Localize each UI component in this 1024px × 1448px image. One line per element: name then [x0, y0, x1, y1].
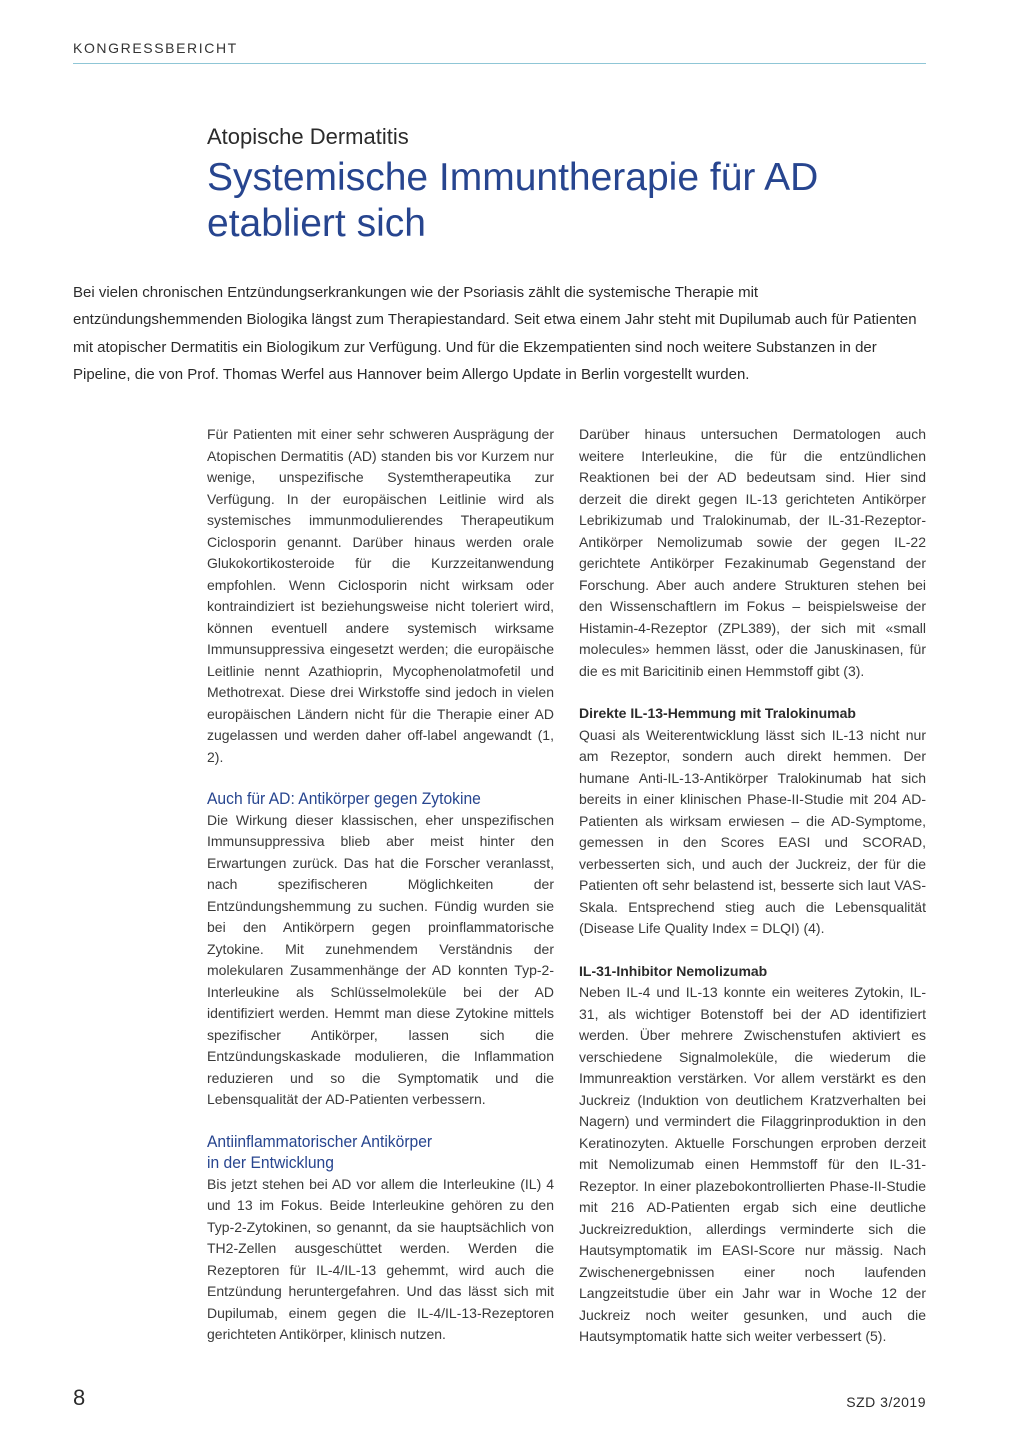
- right-column: [579, 424, 926, 1348]
- journal-issue: SZD 3/2019: [846, 1394, 926, 1410]
- paragraph: Quasi als Weiterentwicklung lässt sich IL-13 nicht nur am Rezeptor, sondern auch direkt hemmen. Der humane Anti-IL-13-Antikörper Tralokinumab hat sich bereits in einer klinischen Phase-II-Studie mit 204 AD-Patienten als wirksam erwiesen – die AD-Symptome, gemessen in den Scores EASI und SCORAD, verbesserten sich, und auch der Juckreiz, der für die Patienten oft sehr belastend ist, besserte sich laut VAS-Skala. Entsprechend stieg auch die Lebensqualität (Disease Life Quality Index = DLQI) (4).: [579, 726, 926, 936]
- paragraph: Darüber hinaus untersuchen Dermatologen auch weitere Interleukine, die für die entzündlichen Reaktionen bei der AD bedeutsam sind. Hier sind derzeit die direkt gegen IL-13 gerichteten Antikörper Lebrikizumab und Tralokinumab, der IL-31-Rezeptor-Antikörper Nemolizumab sowie der gegen IL-22 gerichtete Antikörper Fezakinumab Gegenstand der Forschung. Aber auch andere Strukturen stehen bei den Wissenschaftlern im Fokus – beispielsweise der Histamin-4-Rezeptor (ZPL389), der sich mit «small molecules» hemmen lässt, oder die Januskinasen, für die es mit Baricitinib einen Hemmstoff gibt (3).: [579, 426, 926, 679]
- article-lead: Bei vielen chronischen Entzündungserkrankungen wie der Psoriasis zählt die systemische Therapie mit entzündungshemmenden Biologika längst zum Therapiestandard. Seit etwa einem Jahr steht mit Dupilumab auch für Patienten mit atopischer Dermatitis ein Biologikum zur Verfügung. Und für die Ekzempatienten sind noch weitere Substanzen in der Pipeline, die von Prof. Thomas Werfel aus Hannover beim Allergo Update in Berlin vorgestellt wurden.: [73, 284, 917, 384]
- subsection-heading: Direkte IL-13-Hemmung mit Tralokinumab: [579, 705, 856, 721]
- page-number: 8: [73, 1385, 86, 1410]
- section-label: KONGRESSBERICHT: [73, 40, 238, 56]
- subsection-heading: IL-31-Inhibitor Nemolizumab: [579, 962, 768, 979]
- section-heading: Auch für AD: Antikörper gegen Zytokine: [207, 789, 481, 808]
- article-kicker: Atopische Dermatitis: [207, 124, 409, 149]
- left-column: [207, 424, 554, 1346]
- article-title: Systemische Immuntherapie für AD etabliert sich: [207, 156, 819, 245]
- paragraph: Bis jetzt stehen bei AD vor allem die Interleukine (IL) 4 und 13 im Fokus. Beide Interleukine gehören zu den Typ-2-Zytokinen, so genannt, da sie hauptsächlich von TH2-Zellen ausgeschüttet werden. Werden die Rezeptoren für IL-4/IL-13 gehemmt, wird auch die Entzündung heruntergefahren. Und das lässt sich mit Dupilumab, einem gegen die IL-4/IL-13-Rezeptoren gerichteten Antikörper, klinisch nutzen.: [207, 1175, 554, 1342]
- paragraph: Die Wirkung dieser klassischen, eher unspezifischen Immunsuppressiva blieb aber meist hinter den Erwartungen zurück. Das hat die Forscher veranlasst, nach spezifischeren Möglichkeiten der Entzündungshemmung zu suchen. Fündig wurden sie bei den Antikörpern gegen proinflammatorische Zytokine. Mit zunehmendem Verständnis der molekularen Zusammenhänge der AD konnten Typ-2-Interleukine als Schlüsselmoleküle bei der AD identifiziert werden. Hemmt man diese Zytokine mittels spezifischer Antikörper, lassen sich die Entzündungskaskade modulieren, die Inflammation reduzieren und so die Symptomatik und die Lebensqualität der AD-Patienten verbessern.: [207, 811, 554, 1107]
- section-heading: Antiinflammatorischer Antikörper in der Entwicklung: [207, 1131, 433, 1172]
- paragraph: Neben IL-4 und IL-13 konnte ein weiteres Zytokin, IL-31, als wichtiger Botenstoff bei der AD identifiziert werden. Über mehrere Zwischenstufen aktiviert es verschiedene Signalmoleküle, die wiederum die Immunreaktion verstärken. Vor allem verstärkt es den Juckreiz (Induktion von deutlichem Kratzverhalten bei Nagern) und vermindert die Filaggrinproduktion in den Keratinozyten. Aktuelle Forschungen erproben derzeit mit Nemolizumab einen Hemmstoff für den IL-31-Rezeptor. In einer plazebokontrollierten Phase-II-Studie mit 216 AD-Patienten ergab sich eine deutliche Juckreizreduktion, allerdings verminderte sich die Hautsymptomatik im EASI-Score nur mässig. Nach Zwischenergebnissen einer noch laufenden Langzeitstudie über ein Jahr war in Woche 12 der Juckreiz noch weiter gesunken, und auch die Hautsymptomatik hatte sich weiter verbessert (5).: [579, 984, 926, 1344]
- paragraph: Für Patienten mit einer sehr schweren Ausprägung der Atopischen Dermatitis (AD) standen bis vor Kurzem nur wenige, unspezifische Systemtherapeutika zur Verfügung. In der europäischen Leitlinie wird als systemisches immunmodulierendes Therapeutikum Ciclosporin genannt. Darüber hinaus werden orale Glukokortikosteroide für die Kurzzeitanwendung empfohlen. Wenn Ciclosporin nicht wirksam oder kontraindiziert ist beziehungsweise nicht toleriert wird, können eventuell andere systemisch wirksame Immunsuppressiva eingesetzt werden; die europäische Leitlinie nennt Azathioprin, Mycophenolatmofetil und Methotrexat. Diese drei Wirkstoffe sind jedoch in vielen europäischen Ländern nicht für die Therapie einer AD zugelassen und werden daher off-label angewandt (1, 2).: [207, 426, 554, 765]
- header-divider: [73, 63, 926, 64]
